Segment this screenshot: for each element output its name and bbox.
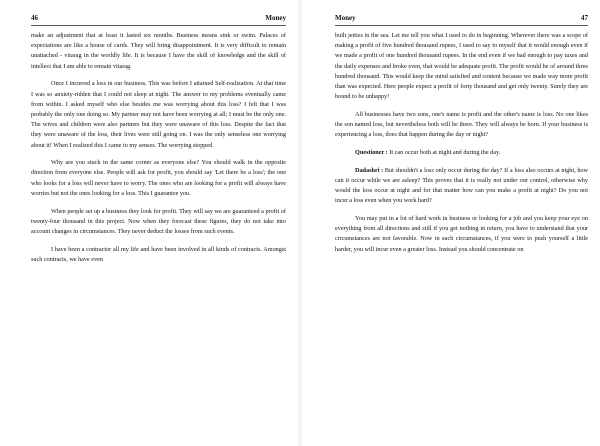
left-paragraph-2: Once I incurred a loss in our business. This was before I attained Self-realization. At that time I was so anxiety-ridden that I could not sleep at night. The answer to my problems eventually came from within. I asked myself who else besides me was worrying about this loss? I felt that I was probably the only one doing so. My partner may not have been worrying at all; I must be the only one. The wives and children were also partners but they were unaware of this loss. Despite the fact that they were unaware of the loss, their lives were still going on. I was the only senseless one worrying about it! When I realized this I came to my senses. The worrying stopped.	[31, 80, 286, 149]
dadashri-text: But shouldn't a loss only occur during the day? If a loss also occurs at night, how can it occur while we are asleep? This proves that it is really not under our control, otherwise why would the loss occur at night and for that matter how can you make a profit at night? Do you not incur a loss even when you work hard?	[335, 166, 588, 205]
right-running-title: Money	[335, 14, 356, 22]
questioner-text: It can occur both at night and during the day.	[387, 149, 501, 157]
right-paragraph-closing: You may put in a lot of hard work in business or looking for a job and you keep your eye on everything from all directions and still if you get nothing in return, you have to understand that your circumstances are not favorable. Now in such circumstances, if you were to push yourself a little harder, you will incur even a greater loss. Instead you should concentrate on	[335, 215, 588, 253]
right-header-rule	[335, 25, 588, 26]
left-paragraph-4: When people set up a business they look for profit. They will say we are guaranteed a profit of twenty-four thousand in this project. Now when they forecast these figures, they do not take into account changes in circumstances. They never deduct the losses from such events.	[31, 207, 286, 235]
dialogue-questioner	[335, 148, 588, 158]
left-paragraph-3: Why are you stuck in the same corner as everyone else? You should walk in the opposite direction from everyone else. People will ask for profit, you should say 'Let there be a loss'; the one who looks for a loss will never have to worry. The ones who are looking for a profit will always have worries but not the ones looking for a loss. This I guarantee you.	[31, 159, 286, 197]
dialogue-dadashri	[335, 166, 588, 207]
speaker-questioner: Questioner :	[355, 149, 388, 157]
left-paragraph-5: I have been a contractor all my life and have been involved in all kinds of contracts. Amongst such contracts, we have even	[31, 245, 286, 263]
left-running-title: Money	[265, 14, 286, 22]
right-page-header	[335, 14, 588, 23]
left-page-header	[31, 14, 286, 23]
left-header-rule	[31, 25, 286, 26]
right-paragraph-2: All businesses have two sons, one's name is profit and the other's name is loss. No one likes the son named loss, but nevertheless both will be there. They will always be born. If your business is experiencing a loss, does that happen during the day or night?	[335, 110, 588, 139]
book-gutter	[298, 0, 302, 446]
left-paragraph-1: make an adjustment that at least it lasted six months. Business means sink or swim. Palaces of expectations are like a house of cards. They will bring disappointment. It is very difficult to remain unattached - vitarag in the worldly life. It is because I have the skill of knowledge and the skill of intellect that I am able to remain vitarag.	[31, 32, 286, 70]
left-page-number: 46	[31, 14, 38, 22]
right-paragraph-1: built jetties in the sea. Let me tell you what I used to do in beginning. Wherever there was a scope of making a profit of five hundred thousand rupees, I used to say to myself that it would enough even if we made a profit of one hundred thousand rupees. In the end even if we had enough to pay taxes and the daily expenses and broke even, that would be adequate profit. The profit would be of around three hundred thousand. This would keep the mind satisfied and content because we made way more profit than was expected. Here people expect a profit of forty thousand and get only twenty. Surely they are bound to be unhappy!	[335, 32, 588, 101]
left-page	[0, 0, 296, 446]
speaker-dadashri: Dadashri :	[355, 166, 384, 174]
right-page-number: 47	[581, 14, 588, 22]
right-page	[304, 0, 600, 446]
